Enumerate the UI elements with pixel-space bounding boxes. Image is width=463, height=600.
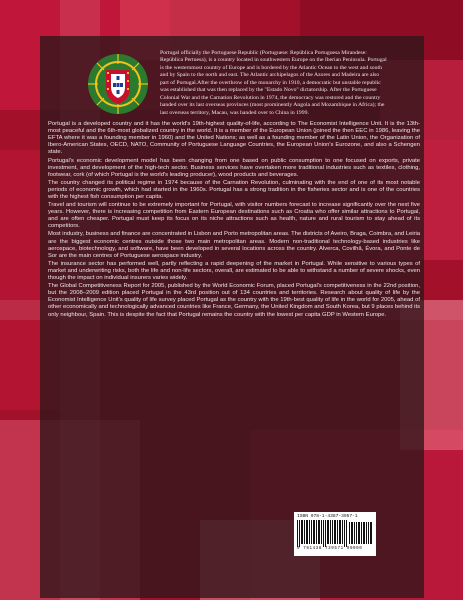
isbn-barcode <box>294 512 376 556</box>
paragraph: The country changed its political regime in 1974 because of the Carnation Revolution, culminating with the end of one of its most notable periods of economic growth, which had started in the 1960s. Portugal has a strong tradition in the fisheries sector and is one of the countries with the highest fish consumption per capita. <box>48 179 420 201</box>
barcode-digits: 9 781438 739571 90000 <box>297 547 363 551</box>
paragraph: Portugal is a developed country and it has the world's 19th-highest quality-of-life, according to The Economist Intelligence Unit. It is the 13th-most peaceful and the 6th-most globalized country in the world. It is a member of the European Union (joined the then EEC in 1986, leaving the EFTA where it was a founding member in 1960) and the United Nations; as well as a founding member of the Latin Union, the Organization of Ibero-American States, OECD, NATO, Community of Portuguese Language Countries, the European Union's Eurozone, and also a Schengen state. <box>48 121 420 156</box>
body-text <box>48 121 420 319</box>
price-code: 90000 <box>346 547 363 551</box>
isbn-label: ISBN 978-1-4387-3957-1 <box>297 514 358 519</box>
intro-row <box>48 44 418 117</box>
paragraph: Most industry, business and finance are concentrated in Lisbon and Porto metropolitan areas. The districts of Aveiro, Braga, Coimbra, and Leiria are the biggest economic centres outside those two main metropolitan areas. Modern non-traditional technology-based industries like aerospace, biotechnology, and software, have been developed in several locations across the country. Alverca, Covilhã, Évora, and Ponte de Sor are the main centres of Portuguese aerospace industry. <box>48 231 420 259</box>
paragraph: Travel and tourism will continue to be extremely important for Portugal, with visitor numbers forecast to increase significantly over the next five years. However, there is increasing competition from Eastern European destinations such as Croatia who offer similar attractions to Portugal, and are often cheaper. Portugal must keep its focus on its niche attractions such as health, nature and rural tourism to stay ahead of its competitors. <box>48 202 420 230</box>
portuguese-coat-of-arms-icon <box>86 52 150 116</box>
paragraph: The insurance sector has performed well, partly reflecting a rapid deepening of the market in Portugal. While sensitive to various types of market and underwriting risks, both the life and non-life sectors, overall, are estimated to be able to withstand a number of severe shocks, even though the impact on individual insurers varies widely. <box>48 260 420 282</box>
intro-paragraph: Portugal officially the Portuguese Republic (Portuguese: República Portuguesa Mirandese: República Pertuesa), is a country located in southwestern Europe on the Iberian Peninsula. Portugal is the westernmost country of Europe and is bordered by the Atlantic Ocean to the west and south and by Spain to the north and east. The Atlantic archipelagos of the Azores and Madeira are also part of Portugal.After the overthrow of the monarchy in 1910, a democratic but unstable republic was established that was then replaced by the "Estado Novo" dictatorship. After the Portuguese Colonial War and the Carnation Revolution in 1974, the democracy was restored and the country handed over its last overseas provinces (most prominently Angola and Mozambique in Africa); the last overseas territory, Macau, was handed over to China in 1999. <box>160 50 387 116</box>
paragraph: The Global Competitiveness Report for 2005, published by the World Economic Forum, placed Portugal's competitiveness in the 22nd position, but the 2008–2009 edition placed Portugal in the 43rd position out of 134 countries and territories. Research about quality of life by the Economist Intelligence Unit's quality of life survey placed Portugal as the country with the 19th-best quality of life in the world for 2005, ahead of other economically and technologically advanced countries like France, Germany, the United Kingdom and South Korea, but 9 places behind its only neighbour, Spain. This is despite the fact that Portugal remains the country with the lowest per capita GDP in Western Europe. <box>48 283 420 318</box>
paragraph: Portugal's economic development model has been changing from one based on public consumption to one focused on exports, private investment, and development of the high-tech sector. Business services have overtaken more traditional industries such as textiles, clothing, footwear, cork (of which Portugal is the world's leading producer), wood products and beverages. <box>48 157 420 178</box>
barcode-bars-icon <box>297 520 373 547</box>
